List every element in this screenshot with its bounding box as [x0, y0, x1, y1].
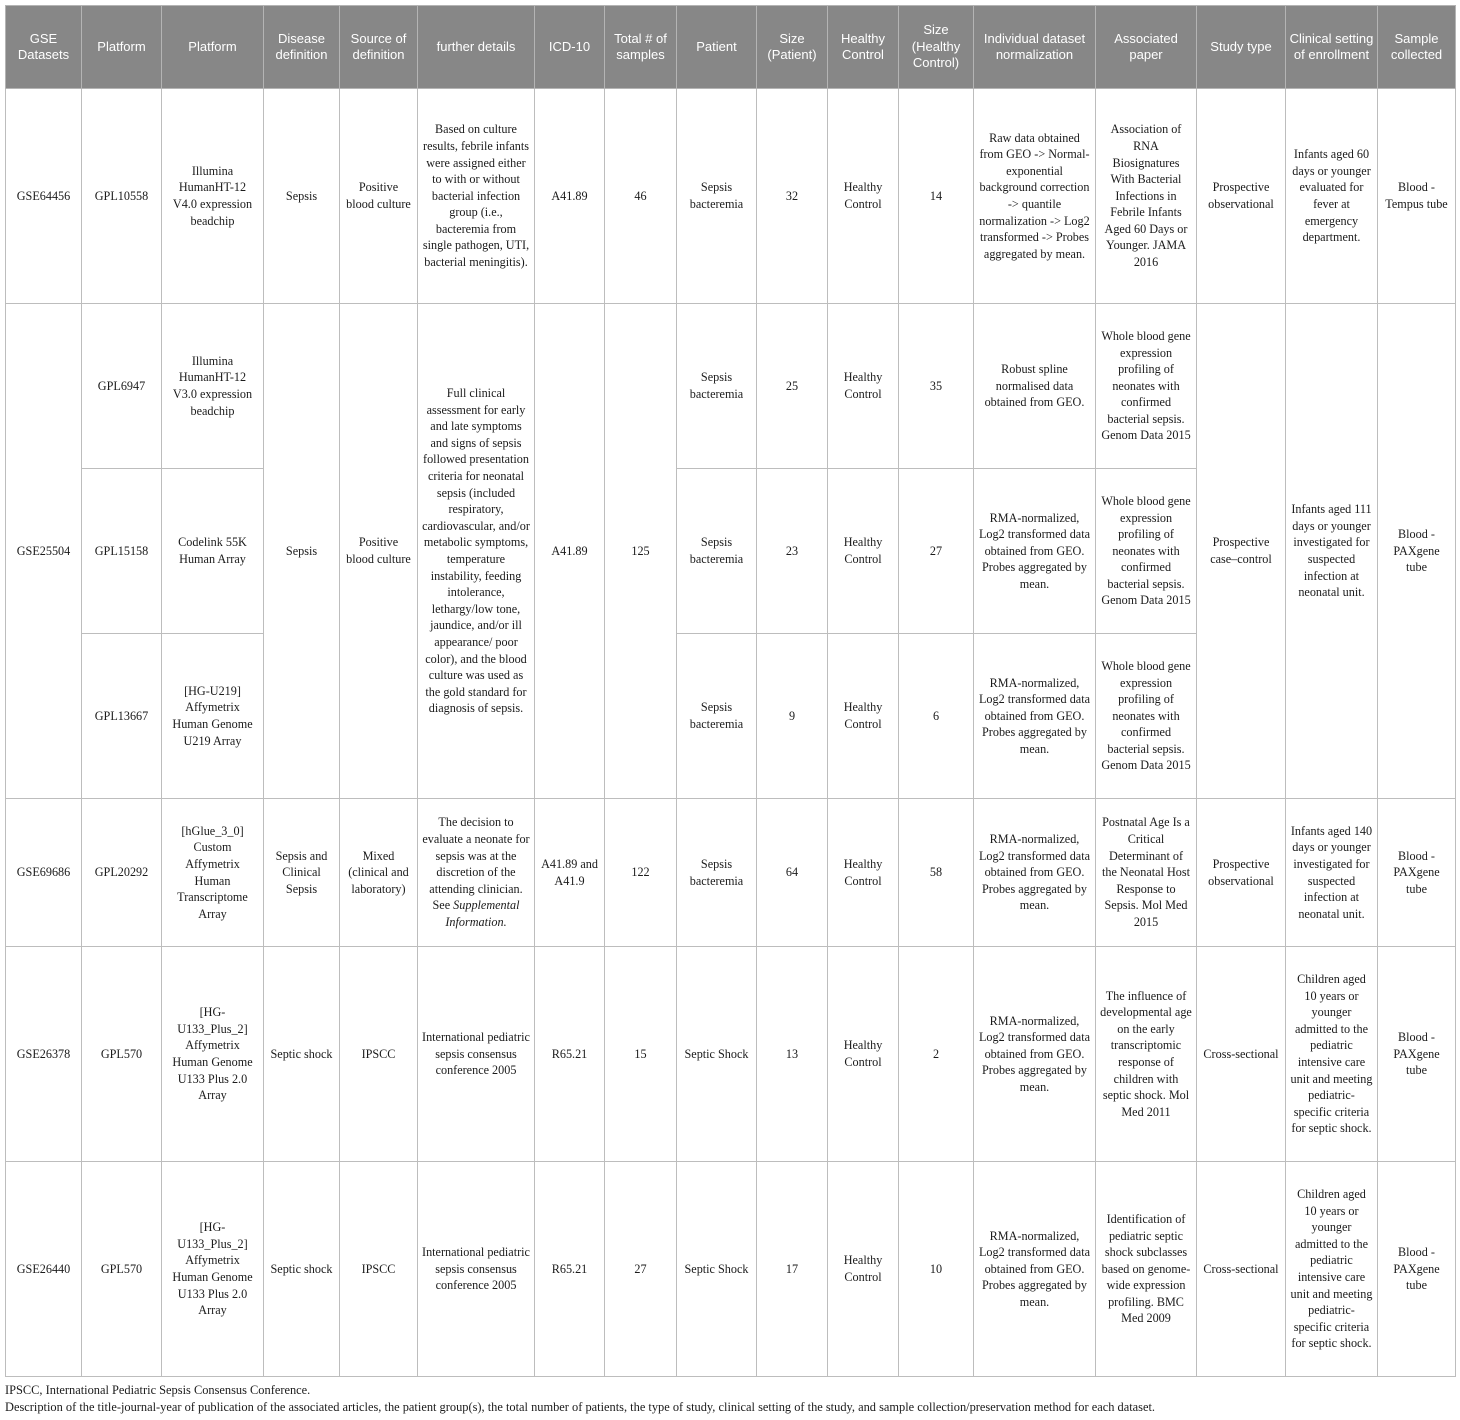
table-row — [6, 1162, 1456, 1377]
size-control-cell: 2 — [899, 947, 974, 1162]
setting-cell: Children aged 10 years or younger admitted to the pediatric intensive care unit and meeting pediatric-specific criteria for septic shock. — [1286, 947, 1378, 1162]
gpl-cell: GPL20292 — [82, 799, 162, 947]
table-footnotes — [5, 1382, 1455, 1416]
footnote-abbreviation: IPSCC, International Pediatric Sepsis Consensus Conference. — [5, 1383, 311, 1397]
header-row — [6, 6, 1456, 89]
control-cell: Healthy Control — [828, 1162, 899, 1377]
header-total: Total # of samples — [605, 6, 677, 89]
setting-cell: Infants aged 140 days or younger investigated for suspected infection at neonatal unit. — [1286, 799, 1378, 947]
gse-cell: GSE64456 — [6, 89, 82, 304]
control-cell: Healthy Control — [828, 799, 899, 947]
sample-cell: Blood - Tempus tube — [1378, 89, 1456, 304]
icd-cell: R65.21 — [535, 1162, 605, 1377]
size-control-cell: 27 — [899, 469, 974, 634]
source-cell: IPSCC — [340, 1162, 418, 1377]
source-cell: Positive blood culture — [340, 89, 418, 304]
size-control-cell: 14 — [899, 89, 974, 304]
size-control-cell: 58 — [899, 799, 974, 947]
study-cell: Prospective observational — [1197, 799, 1286, 947]
table-row — [6, 89, 1456, 304]
paper-cell: The influence of developmental age on the early transcriptomic response of children with septic shock. Mol Med 2011 — [1096, 947, 1197, 1162]
details-text: Full clinical assessment for early and late symptoms and signs of sepsis followed presentation criteria for neonatal sepsis (included respiratory, cardiovascular, and/or metabolic symptoms, temperature instability, feeding intolerance, lethargy/low tone, jaundice, and/or ill appearance/ poor color), and the blood culture was used as the gold standard for diagnosis of sepsis. — [422, 386, 530, 716]
disease-cell: Septic shock — [264, 1162, 340, 1377]
footnote-description: Description of the title-journal-year of publication of the associated articles, the patient group(s), the total number of patients, the type of study, clinical setting of the study, and sample collection/preservation method for each dataset. — [5, 1400, 1156, 1414]
study-cell: Cross-sectional — [1197, 1162, 1286, 1377]
header-study: Study type — [1197, 6, 1286, 89]
details-text: International pediatric sepsis consensus conference 2005 — [422, 1030, 530, 1078]
disease-cell: Sepsis — [264, 89, 340, 304]
size-patient-cell: 23 — [757, 469, 828, 634]
normalization-cell: Robust spline normalised data obtained from GEO. — [974, 304, 1096, 469]
table-container — [5, 5, 1455, 1377]
total-cell: 15 — [605, 947, 677, 1162]
total-cell: 46 — [605, 89, 677, 304]
header-disease: Disease definition — [264, 6, 340, 89]
gpl-cell: GPL570 — [82, 947, 162, 1162]
details-cell — [418, 1162, 535, 1377]
control-cell: Healthy Control — [828, 469, 899, 634]
normalization-cell: RMA-normalized, Log2 transformed data obtained from GEO. Probes aggregated by mean. — [974, 469, 1096, 634]
paper-cell: Whole blood gene expression profiling of neonates with confirmed bacterial sepsis. Genom Data 2015 — [1096, 469, 1197, 634]
platform-cell: Codelink 55K Human Array — [162, 469, 264, 634]
gse-cell: GSE25504 — [6, 304, 82, 799]
paper-cell: Identification of pediatric septic shock subclasses based on genome-wide expression profiling. BMC Med 2009 — [1096, 1162, 1197, 1377]
header-paper: Associated paper — [1096, 6, 1197, 89]
gpl-cell: GPL13667 — [82, 634, 162, 799]
details-text: Based on culture results, febrile infants were assigned either to with or without bacterial infection group (i.e., bacteremia from single pathogen, UTI, bacterial meningitis). — [422, 122, 530, 270]
gpl-cell: GPL6947 — [82, 304, 162, 469]
sample-cell: Blood - PAXgene tube — [1378, 304, 1456, 799]
header-details: further details — [418, 6, 535, 89]
details-cell — [418, 799, 535, 947]
total-cell: 122 — [605, 799, 677, 947]
size-patient-cell: 25 — [757, 304, 828, 469]
details-italic-text: Supplemental Information. — [445, 898, 520, 929]
header-control: Healthy Control — [828, 6, 899, 89]
platform-cell: [HG-U133_Plus_2] Affymetrix Human Genome U133 Plus 2.0 Array — [162, 947, 264, 1162]
patient-cell: Sepsis bacteremia — [677, 799, 757, 947]
size-patient-cell: 9 — [757, 634, 828, 799]
gse-cell: GSE26440 — [6, 1162, 82, 1377]
patient-cell: Sepsis bacteremia — [677, 634, 757, 799]
size-control-cell: 6 — [899, 634, 974, 799]
details-cell — [418, 947, 535, 1162]
header-gse: GSE Datasets — [6, 6, 82, 89]
control-cell: Healthy Control — [828, 947, 899, 1162]
study-cell: Cross-sectional — [1197, 947, 1286, 1162]
patient-cell: Sepsis bacteremia — [677, 469, 757, 634]
size-patient-cell: 17 — [757, 1162, 828, 1377]
setting-cell: Children aged 10 years or younger admitted to the pediatric intensive care unit and meeting pediatric-specific criteria for septic shock. — [1286, 1162, 1378, 1377]
sample-cell: Blood - PAXgene tube — [1378, 1162, 1456, 1377]
platform-cell: Illumina HumanHT-12 V4.0 expression beadchip — [162, 89, 264, 304]
header-source: Source of definition — [340, 6, 418, 89]
size-patient-cell: 13 — [757, 947, 828, 1162]
patient-cell: Sepsis bacteremia — [677, 89, 757, 304]
paper-cell: Whole blood gene expression profiling of neonates with confirmed bacterial sepsis. Genom Data 2015 — [1096, 304, 1197, 469]
gpl-cell: GPL10558 — [82, 89, 162, 304]
normalization-cell: Raw data obtained from GEO -> Normal-exponential background correction -> quantile normalization -> Log2 transformed -> Probes aggregated by mean. — [974, 89, 1096, 304]
paper-cell: Postnatal Age Is a Critical Determinant of the Neonatal Host Response to Sepsis. Mol Med 2015 — [1096, 799, 1197, 947]
total-cell: 125 — [605, 304, 677, 799]
study-cell: Prospective observational — [1197, 89, 1286, 304]
header-icd: ICD-10 — [535, 6, 605, 89]
disease-cell: Sepsis and Clinical Sepsis — [264, 799, 340, 947]
platform-cell: [hGlue_3_0] Custom Affymetrix Human Transcriptome Array — [162, 799, 264, 947]
patient-cell: Sepsis bacteremia — [677, 304, 757, 469]
patient-cell: Septic Shock — [677, 947, 757, 1162]
icd-cell: A41.89 — [535, 304, 605, 799]
header-size-patient: Size (Patient) — [757, 6, 828, 89]
icd-cell: A41.89 — [535, 89, 605, 304]
disease-cell: Septic shock — [264, 947, 340, 1162]
normalization-cell: RMA-normalized, Log2 transformed data obtained from GEO. Probes aggregated by mean. — [974, 1162, 1096, 1377]
table-row — [6, 947, 1456, 1162]
header-platform-name: Platform — [162, 6, 264, 89]
table-row — [6, 799, 1456, 947]
details-text: International pediatric sepsis consensus conference 2005 — [422, 1245, 530, 1293]
header-normalization: Individual dataset normalization — [974, 6, 1096, 89]
header-platform-id: Platform — [82, 6, 162, 89]
header-size-control: Size (Healthy Control) — [899, 6, 974, 89]
source-cell: IPSCC — [340, 947, 418, 1162]
sample-cell: Blood - PAXgene tube — [1378, 947, 1456, 1162]
setting-cell: Infants aged 111 days or younger investigated for suspected infection at neonatal unit. — [1286, 304, 1378, 799]
header-setting: Clinical setting of enrollment — [1286, 6, 1378, 89]
details-text: The decision to evaluate a neonate for sepsis was at the discretion of the attending clinician. See — [422, 815, 530, 913]
gse-cell: GSE26378 — [6, 947, 82, 1162]
platform-cell: [HG-U219] Affymetrix Human Genome U219 Array — [162, 634, 264, 799]
gpl-cell: GPL570 — [82, 1162, 162, 1377]
size-control-cell: 10 — [899, 1162, 974, 1377]
total-cell: 27 — [605, 1162, 677, 1377]
size-control-cell: 35 — [899, 304, 974, 469]
source-cell: Positive blood culture — [340, 304, 418, 799]
patient-cell: Septic Shock — [677, 1162, 757, 1377]
details-cell — [418, 89, 535, 304]
paper-cell: Association of RNA Biosignatures With Bacterial Infections in Febrile Infants Aged 60 Days or Younger. JAMA 2016 — [1096, 89, 1197, 304]
dataset-table — [5, 5, 1456, 1377]
details-cell — [418, 304, 535, 799]
sample-cell: Blood - PAXgene tube — [1378, 799, 1456, 947]
size-patient-cell: 32 — [757, 89, 828, 304]
normalization-cell: RMA-normalized, Log2 transformed data obtained from GEO. Probes aggregated by mean. — [974, 634, 1096, 799]
control-cell: Healthy Control — [828, 304, 899, 469]
normalization-cell: RMA-normalized, Log2 transformed data obtained from GEO. Probes aggregated by mean. — [974, 799, 1096, 947]
icd-cell: A41.89 and A41.9 — [535, 799, 605, 947]
header-sample: Sample collected — [1378, 6, 1456, 89]
normalization-cell: RMA-normalized, Log2 transformed data obtained from GEO. Probes aggregated by mean. — [974, 947, 1096, 1162]
header-patient: Patient — [677, 6, 757, 89]
platform-cell: Illumina HumanHT-12 V3.0 expression beadchip — [162, 304, 264, 469]
table-row — [6, 304, 1456, 469]
control-cell: Healthy Control — [828, 89, 899, 304]
source-cell: Mixed (clinical and laboratory) — [340, 799, 418, 947]
paper-cell: Whole blood gene expression profiling of neonates with confirmed bacterial sepsis. Genom Data 2015 — [1096, 634, 1197, 799]
platform-cell: [HG-U133_Plus_2] Affymetrix Human Genome U133 Plus 2.0 Array — [162, 1162, 264, 1377]
setting-cell: Infants aged 60 days or younger evaluated for fever at emergency department. — [1286, 89, 1378, 304]
disease-cell: Sepsis — [264, 304, 340, 799]
control-cell: Healthy Control — [828, 634, 899, 799]
icd-cell: R65.21 — [535, 947, 605, 1162]
gse-cell: GSE69686 — [6, 799, 82, 947]
size-patient-cell: 64 — [757, 799, 828, 947]
study-cell: Prospective case–control — [1197, 304, 1286, 799]
gpl-cell: GPL15158 — [82, 469, 162, 634]
